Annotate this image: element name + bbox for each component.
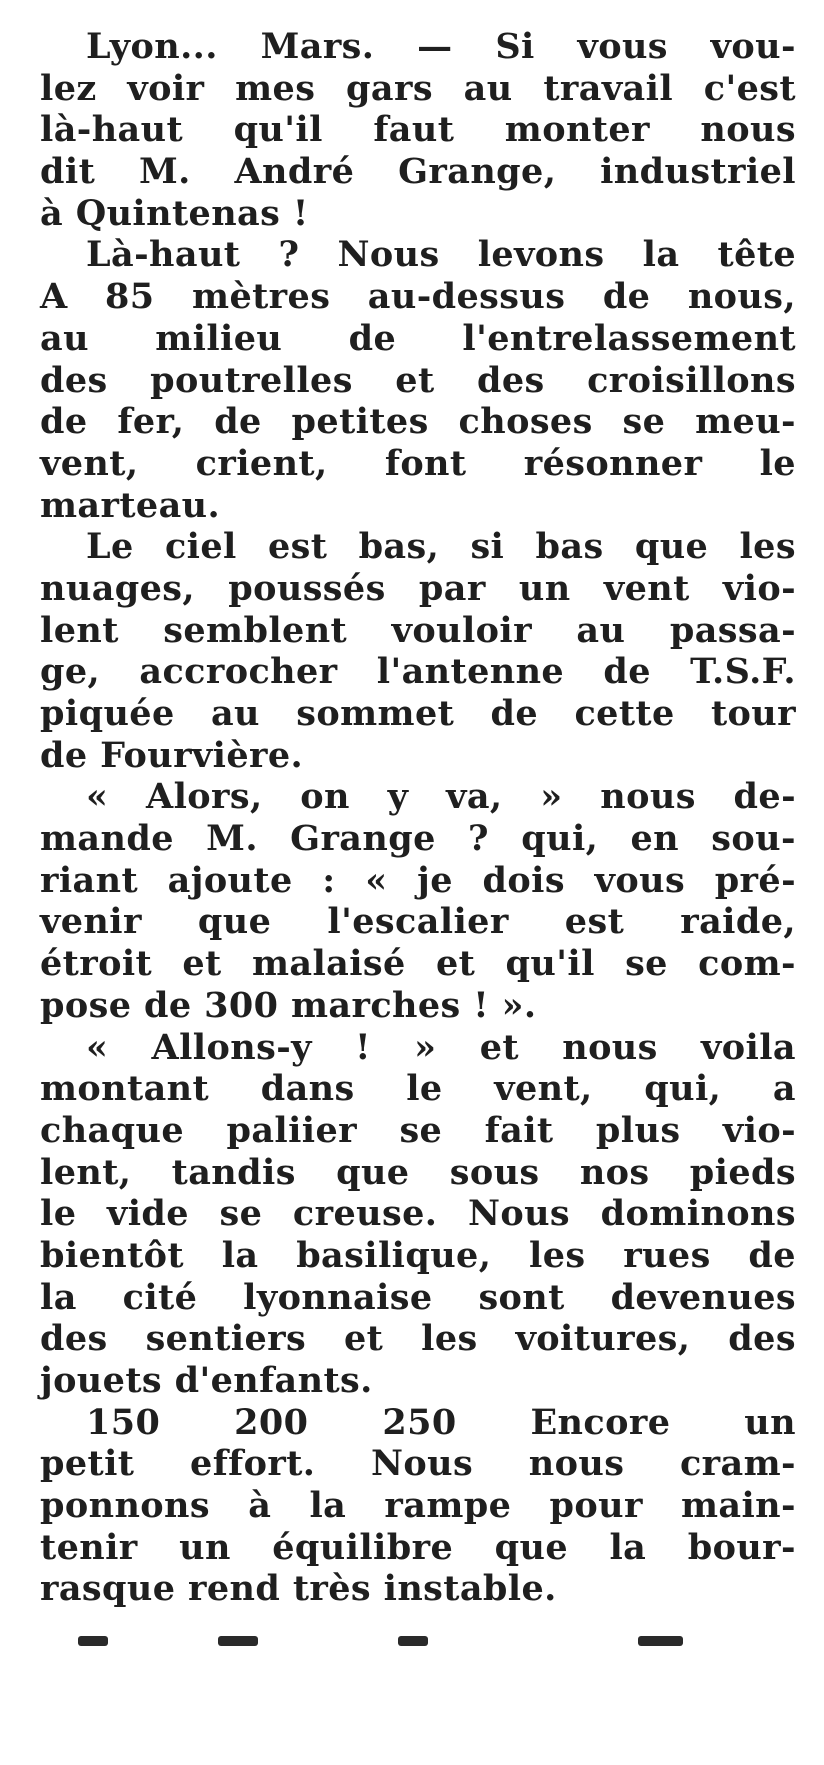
word: se — [622, 401, 666, 443]
word: tête — [717, 234, 796, 276]
word: de — [602, 276, 651, 318]
word: lent, — [40, 1151, 132, 1193]
word: on — [300, 776, 350, 818]
text-line — [40, 693, 796, 735]
word: monter — [504, 109, 650, 151]
word: mes — [235, 67, 316, 109]
word: M. — [206, 818, 258, 860]
text-line — [40, 193, 796, 235]
word: qui, — [644, 1068, 722, 1110]
blank-margin — [0, 1648, 824, 1765]
word: fait — [484, 1109, 554, 1151]
word: les — [529, 1234, 586, 1276]
word: font — [384, 442, 467, 484]
text-line — [40, 735, 796, 777]
word: ponnons — [40, 1485, 211, 1527]
word: vou- — [710, 26, 796, 67]
word: dominons — [600, 1193, 796, 1235]
word: croisillons — [587, 359, 796, 401]
text-line — [40, 526, 796, 568]
word: 150 — [86, 1401, 161, 1443]
word: des — [728, 1318, 796, 1360]
word: ajoute — [167, 859, 293, 901]
word: faut — [373, 109, 455, 151]
word: de — [143, 984, 192, 1026]
word: au — [40, 317, 89, 359]
word: nos — [579, 1151, 650, 1193]
word: est — [564, 901, 625, 943]
word: vent, — [40, 442, 139, 484]
word: ciel — [164, 526, 237, 568]
word: que — [336, 1151, 410, 1193]
word: jouets — [40, 1360, 162, 1401]
word: M. — [138, 151, 191, 193]
word: — — [417, 26, 453, 67]
word: va, — [446, 776, 503, 818]
text-line — [40, 610, 796, 652]
word: nous, — [687, 276, 796, 318]
word: tenir — [40, 1526, 138, 1568]
word: de — [490, 693, 539, 734]
word: cité — [122, 1276, 198, 1318]
text-line — [40, 1152, 796, 1194]
word: petit — [40, 1443, 135, 1485]
word: sont — [478, 1276, 565, 1318]
word: montant — [40, 1068, 210, 1110]
word: un — [179, 1526, 231, 1568]
word: en — [630, 818, 680, 860]
word: pour — [549, 1485, 643, 1527]
text-line — [40, 818, 796, 860]
word: Alors, — [146, 776, 263, 818]
text-line — [40, 1402, 796, 1444]
word: la — [221, 1234, 259, 1276]
word: Grange — [290, 818, 436, 860]
word: vide — [106, 1193, 189, 1235]
word: la — [609, 1526, 647, 1568]
word: mande — [40, 818, 174, 860]
word: nous — [528, 1443, 625, 1485]
word: « — [86, 1026, 109, 1068]
word: de — [40, 401, 88, 443]
word: ge, — [40, 651, 101, 693]
word: Quintenas — [75, 192, 281, 234]
word: au — [210, 693, 260, 734]
word: qu'il — [505, 943, 595, 985]
word: lez — [40, 67, 97, 109]
word: Nous — [371, 1443, 474, 1485]
word: paliier — [226, 1109, 358, 1151]
word: le — [406, 1068, 443, 1110]
word: bientôt — [40, 1234, 184, 1276]
text-line — [40, 1277, 796, 1319]
word: c'est — [703, 67, 796, 109]
word: par — [418, 567, 486, 609]
word: et — [395, 359, 435, 401]
word: rues — [623, 1234, 711, 1276]
text-line — [40, 234, 796, 276]
word: nous — [562, 1026, 658, 1068]
word: bour- — [687, 1526, 796, 1568]
word: et — [479, 1026, 519, 1068]
text-line — [40, 26, 796, 68]
word: et — [436, 943, 476, 985]
word: poutrelles — [150, 359, 353, 401]
word: pré- — [714, 859, 796, 901]
article-column — [40, 26, 796, 1610]
word: que — [197, 901, 272, 943]
word: au-dessus — [367, 276, 566, 318]
text-line — [40, 1027, 796, 1069]
word: Nous — [337, 234, 440, 276]
word: sommet — [296, 693, 455, 734]
word: de — [214, 401, 262, 443]
text-line — [40, 1068, 796, 1110]
word: de- — [733, 776, 796, 818]
text-line — [40, 860, 796, 902]
word: travail — [543, 67, 674, 109]
word: que — [494, 1526, 568, 1568]
word: nous — [600, 776, 696, 818]
word: vouloir — [391, 609, 532, 651]
word: A — [40, 276, 68, 318]
word: la — [40, 1276, 77, 1318]
word: 200 — [234, 1401, 309, 1443]
text-line — [40, 68, 796, 110]
word: la — [642, 234, 680, 276]
article-paragraph — [40, 776, 796, 1026]
word: gars — [346, 67, 433, 109]
word: 85 — [105, 276, 155, 318]
word: T.S.F. — [690, 651, 796, 693]
word: équilibre — [272, 1526, 454, 1568]
word: voila — [701, 1026, 796, 1068]
word: ! — [473, 984, 490, 1026]
word: effort. — [190, 1443, 316, 1485]
word: malaisé — [251, 943, 406, 985]
word: lent — [40, 609, 119, 651]
word: étroit — [40, 943, 153, 985]
word: rasque — [40, 1568, 176, 1610]
text-line — [40, 1193, 796, 1235]
word: y — [387, 776, 409, 818]
word: semblent — [163, 609, 348, 651]
word: un — [518, 567, 571, 609]
word: « — [365, 859, 388, 901]
text-line — [40, 443, 796, 485]
word: les — [739, 526, 796, 568]
word: bas — [535, 526, 604, 568]
word: riant — [40, 859, 139, 901]
word: accrocher — [139, 651, 338, 693]
word: résonner — [523, 442, 703, 484]
word: vent, — [494, 1068, 593, 1110]
word: bas, — [358, 526, 440, 568]
word: Fourvière. — [100, 734, 304, 776]
word: sous — [449, 1151, 540, 1193]
word: dois — [482, 859, 565, 901]
word: ? — [278, 234, 300, 276]
word: lyonnaise — [243, 1276, 433, 1318]
word: à — [248, 1485, 272, 1527]
word: ». — [501, 984, 537, 1026]
word: de — [603, 651, 651, 693]
word: voitures, — [515, 1318, 691, 1360]
word: Là-haut — [86, 234, 241, 276]
text-line — [40, 1568, 796, 1610]
text-line — [40, 1110, 796, 1152]
text-line — [40, 1235, 796, 1277]
word: crient, — [195, 442, 328, 484]
word: l'entrelassement — [462, 317, 796, 359]
word: poussés — [228, 567, 386, 609]
word: milieu — [155, 317, 283, 359]
article-paragraph — [40, 26, 796, 234]
word: se — [399, 1109, 443, 1151]
word: des — [40, 1318, 108, 1360]
word: dans — [260, 1068, 355, 1110]
word: instable. — [383, 1568, 557, 1610]
word: Encore — [530, 1401, 671, 1443]
word: d'enfants. — [174, 1360, 373, 1401]
word: raide, — [680, 901, 796, 943]
word: fer, — [117, 401, 185, 443]
text-line — [40, 1443, 796, 1485]
word: marches — [290, 984, 461, 1026]
word: est — [267, 526, 328, 568]
word: vio- — [722, 1109, 796, 1151]
word: qu'il — [233, 109, 323, 151]
word: Nous — [467, 1193, 571, 1235]
text-line — [40, 1360, 796, 1402]
article-paragraph — [40, 234, 796, 526]
word: vous — [577, 26, 668, 67]
word: je — [417, 859, 453, 901]
word: des — [476, 359, 545, 401]
word: sou- — [711, 818, 796, 860]
word: vent — [603, 567, 690, 609]
word: cette — [574, 693, 675, 734]
text-line — [40, 109, 796, 151]
word: devenues — [610, 1276, 796, 1318]
word: vous — [594, 859, 686, 901]
word: vio- — [722, 567, 796, 609]
word: basilique, — [296, 1234, 492, 1276]
word: au — [463, 67, 513, 109]
word: et — [182, 943, 222, 985]
word: les — [421, 1318, 478, 1360]
word: très — [292, 1568, 372, 1610]
word: qui, — [521, 818, 599, 860]
word: nous — [700, 109, 796, 151]
word: Mars. — [260, 26, 375, 67]
word: tour — [710, 693, 796, 734]
word: petites — [291, 401, 429, 443]
word: pose — [40, 984, 132, 1026]
text-line — [40, 318, 796, 360]
word: se — [219, 1193, 263, 1235]
word: Lyon... — [86, 26, 218, 67]
text-line — [40, 1527, 796, 1569]
word: » — [540, 776, 563, 818]
article-paragraph — [40, 526, 796, 776]
word: se — [625, 943, 668, 985]
word: 300 — [204, 984, 279, 1026]
word: à — [40, 192, 64, 234]
word: de — [348, 317, 397, 359]
word: André — [234, 151, 355, 193]
word: a — [772, 1068, 796, 1110]
word: creuse. — [292, 1193, 438, 1235]
word: rampe — [384, 1485, 512, 1527]
word: Le — [86, 526, 134, 568]
word: dit — [40, 151, 96, 193]
word: marteau. — [40, 484, 221, 526]
text-line — [40, 651, 796, 693]
word: venir — [40, 901, 142, 943]
text-line — [40, 1485, 796, 1527]
word: mètres — [192, 276, 331, 318]
word: pieds — [689, 1151, 796, 1193]
word: le — [759, 442, 796, 484]
word: au — [576, 609, 626, 651]
word: le — [40, 1193, 77, 1235]
word: et — [344, 1318, 384, 1360]
text-line — [40, 985, 796, 1027]
word: levons — [477, 234, 605, 276]
word: des — [40, 359, 108, 401]
word: si — [470, 526, 505, 568]
word: Si — [495, 26, 535, 67]
word: que — [634, 526, 709, 568]
word: 250 — [382, 1401, 457, 1443]
word: main- — [680, 1485, 796, 1527]
word: : — [322, 859, 336, 901]
word: un — [744, 1401, 796, 1443]
word: de — [748, 1234, 796, 1276]
text-line — [40, 943, 796, 985]
word: » — [414, 1026, 437, 1068]
text-line — [40, 485, 796, 527]
word: sentiers — [145, 1318, 307, 1360]
word: « — [86, 776, 109, 818]
word: l'escalier — [327, 901, 509, 943]
word: industriel — [600, 151, 796, 193]
word: plus — [595, 1109, 681, 1151]
word: la — [309, 1485, 347, 1527]
cut-off-line-fragment — [78, 1636, 778, 1648]
word: Allons-y — [151, 1026, 312, 1068]
article-paragraph — [40, 1027, 796, 1402]
word: nuages, — [40, 567, 196, 609]
word: ! — [355, 1026, 371, 1068]
word: l'antenne — [376, 651, 565, 693]
word: cram- — [679, 1443, 796, 1485]
word: là-haut — [40, 109, 184, 151]
word: passa- — [669, 609, 796, 651]
word: com- — [698, 943, 796, 985]
text-line — [40, 568, 796, 610]
word: ! — [292, 192, 309, 234]
word: ? — [468, 818, 489, 860]
word: Grange, — [398, 151, 557, 193]
word: tandis — [171, 1151, 296, 1193]
text-line — [40, 401, 796, 443]
word: choses — [458, 401, 593, 443]
article-paragraph — [40, 1402, 796, 1610]
word: chaque — [40, 1109, 185, 1151]
text-line — [40, 901, 796, 943]
text-line — [40, 360, 796, 402]
text-line — [40, 276, 796, 318]
word: rend — [188, 1568, 281, 1610]
text-line — [40, 776, 796, 818]
text-line — [40, 1318, 796, 1360]
word: piquée — [40, 693, 175, 734]
word: de — [40, 734, 88, 776]
word: voir — [127, 67, 205, 109]
text-line — [40, 151, 796, 193]
word: meu- — [695, 401, 796, 443]
